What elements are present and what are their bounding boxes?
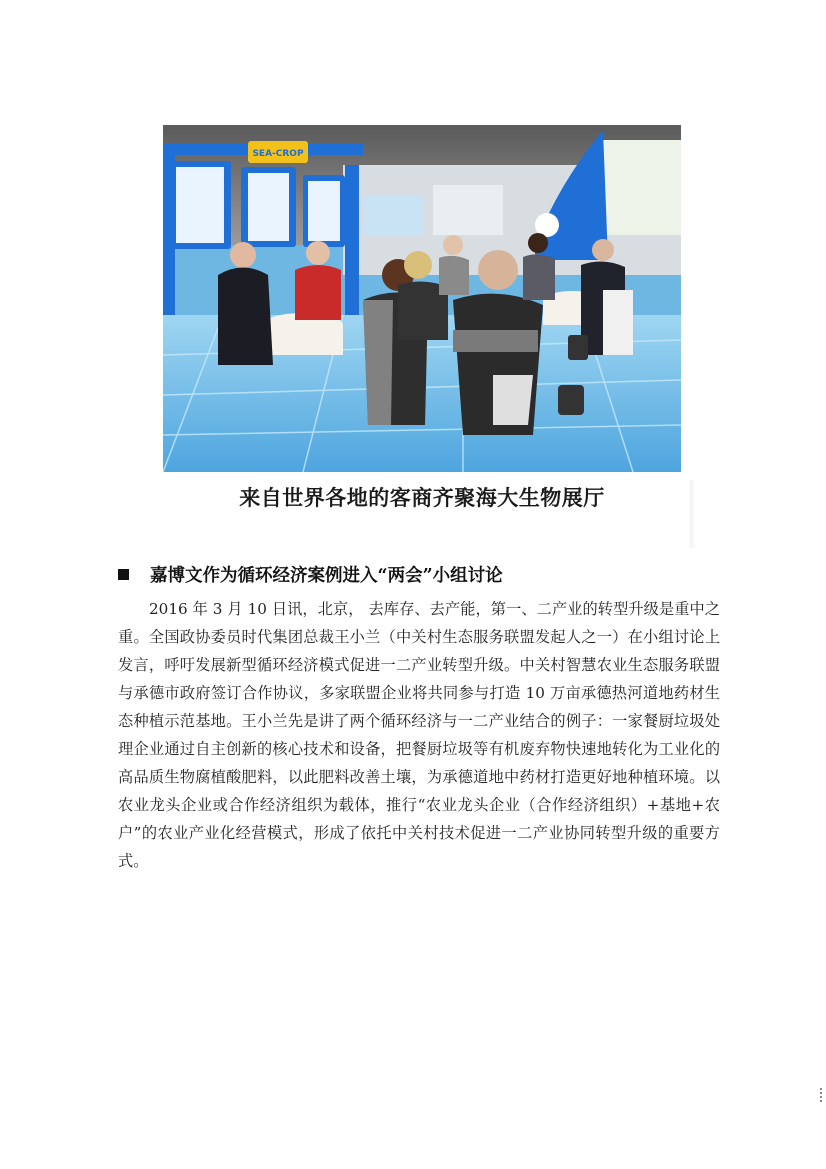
booth-sign-text: SEA-CROP bbox=[252, 149, 304, 159]
body-paragraph: 2016 年 3 月 10 日讯，北京， 去库存、去产能，第一、二产业的转型升级是重中之重。全国政协委员时代集团总裁王小兰（中关村生态服务联盟发起人之一）在小组讨论上发言，呼吁发展新型循环经济模式促进一二产业转型升级。中关村智慧农业生态服务联盟与承德市政府签订合作协议，多家联盟企业将共同参与打造 10 万亩承德热河道地药材生态种植示范基地。王小兰先是讲了两个循环经济与一二产业结合的例子：一家餐厨垃圾处理企业通过自主创新的核心技术和设备，把餐厨垃圾等有机废弃物快速地转化为工业化的高品质生物腐植酸肥料，以此肥料改善土壤，为承德道地中药材打造更好地种植环境。以农业龙头企业或合作经济组织为载体，推行“农业龙头企业（合作经济组织）+基地+农户”的农业产业化经营模式，形成了依托中关村技术促进一二产业协同转型升级的重要方式。 bbox=[118, 600, 720, 870]
exhibition-photo bbox=[163, 125, 681, 472]
figure-caption: 来自世界各地的客商齐聚海大生物展厅 bbox=[239, 486, 605, 510]
page-edge-mark bbox=[820, 1088, 822, 1102]
section-heading-text: 嘉博文作为循环经济案例进入“两会”小组讨论 bbox=[150, 566, 503, 586]
square-bullet-icon bbox=[118, 569, 129, 580]
section-heading bbox=[118, 562, 758, 587]
caption-scan-edge bbox=[690, 480, 696, 548]
photo-illustration bbox=[163, 125, 681, 472]
